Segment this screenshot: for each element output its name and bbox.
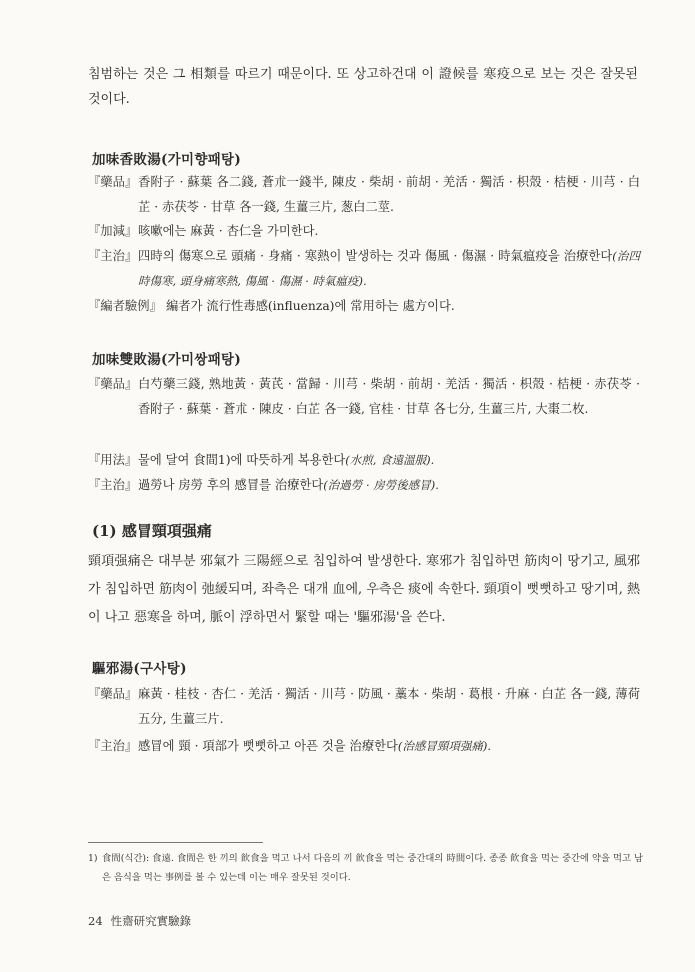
rx2-juchi-tag: 『主治』	[88, 478, 138, 492]
rx1-juchi	[88, 244, 640, 294]
rx2-yakpum-tag: 『藥品』	[88, 377, 138, 391]
rx3-juchi-note: (治感冒頸項强痛).	[397, 739, 492, 753]
rx3-juchi	[88, 734, 640, 759]
rx1-gagam-tag: 『加減』	[88, 224, 138, 238]
page-number: 24	[88, 914, 103, 928]
rx1-pyeonja	[88, 294, 640, 319]
rx1-yakpum	[88, 170, 640, 220]
section-heading: (1) 感冒頸項强痛	[92, 522, 212, 540]
rx3-juchi-tag: 『主治』	[88, 739, 138, 753]
rx1-gagam-text: 咳嗽에는 麻黃 · 杏仁을 가미한다.	[138, 224, 319, 238]
rx2-juchi-text: 過勞나 房勞 후의 感冒를 治療한다	[138, 478, 324, 492]
rx3-yakpum-tag: 『藥品』	[88, 687, 138, 701]
rx1-juchi-tag: 『主治』	[88, 249, 138, 263]
rx2-juchi-note: (治過勞 · 房勞後感冒).	[323, 478, 439, 492]
rx3-yakpum	[88, 682, 640, 732]
footnote-divider	[88, 842, 263, 843]
rx2-yongbeop-tag: 『用法』	[88, 453, 138, 467]
rx2-yongbeop	[88, 448, 640, 473]
rx3-juchi-text: 感冒에 頸 · 項部가 뻣뻣하고 아픈 것을 治療한다	[138, 739, 398, 753]
rx1-gagam	[88, 219, 640, 244]
rx1-juchi-text: 四時의 傷寒으로 頭痛 · 身痛 · 寒熱이 발생하는 것과 傷風 · 傷濕 · 時氣瘟疫을 治療한다	[138, 249, 613, 263]
rx1-yakpum-tag: 『藥品』	[88, 175, 138, 189]
rx1-juchi-note: (治四時傷寒, 頭身痛寒熱, 傷風 · 傷濕 · 時氣瘟疫).	[138, 249, 640, 288]
rx1-yakpum-text: 香附子 · 蘇葉 各二錢, 蒼朮一錢半, 陳皮 · 柴胡 · 前胡 · 羌活 · 獨活 · 枳殼 · 桔梗 · 川芎 · 白芷 · 赤茯苓 · 甘草 各一錢, 生薑三片, 葱白二莖.	[138, 175, 640, 214]
rx2-juchi	[88, 473, 640, 498]
rx2-yakpum	[88, 372, 640, 422]
rx1-title: 加味香敗湯(가미향패탕)	[92, 152, 242, 168]
rx1-pyeonja-tag: 『編者驗例』	[88, 299, 162, 313]
rx2-yakpum-text: 白芍藥三錢, 熟地黃 · 黃芪 · 當歸 · 川芎 · 柴胡 · 前胡 · 羌活 · 獨活 · 枳殼 · 桔梗 · 赤茯苓 · 香附子 · 蘇葉 · 蒼朮 · 陳皮 · 白芷 各一錢, 官桂 · 甘草 各七分, 生薑三片, 大棗二枚.	[138, 377, 640, 416]
footnote-number: 1)	[88, 853, 98, 864]
footnote-text: 食間(식간): 食遠. 食間은 한 끼의 飮食을 먹고 나서 다음의 끼 飮食을 먹는 중간대의 時間이다. 종종 飮食을 먹는 중간에 약을 먹고 남은 음식을 먹는 事例를 볼 수 있는데 이는 매우 잘못된 것이다.	[102, 853, 643, 883]
rx3-title: 驅邪湯(구사탕)	[92, 661, 187, 677]
rx3-yakpum-text: 麻黃 · 桂枝 · 杏仁 · 羌活 · 獨活 · 川芎 · 防風 · 藁本 · 柴胡 · 葛根 · 升麻 · 白芷 各一錢, 薄荷五分, 生薑三片.	[138, 687, 640, 726]
footnote	[88, 849, 643, 887]
rx1-pyeonja-text: 編者가 流行性毒感(influenza)에 常用하는 處方이다.	[166, 299, 455, 313]
book-title: 性齋研究實驗錄	[110, 914, 192, 928]
rx2-title: 加味雙敗湯(가미쌍패탕)	[92, 352, 242, 368]
page-footer	[88, 913, 199, 929]
rx2-yongbeop-text: 물에 달여 食間1)에 따뜻하게 복용한다	[138, 453, 346, 467]
rx2-yongbeop-note: (水煎, 食遠溫服).	[345, 453, 435, 467]
section-paragraph: 頸項强痛은 대부분 邪氣가 三陽經으로 침입하여 발생한다. 寒邪가 침입하면 筋肉이 땅기고, 風邪가 침입하면 筋肉이 弛緩되며, 좌측은 대개 血에, 우측은 痰에 속한다. 頸項이 뻣뻣하고 땅기며, 熱이 나고 惡寒을 하며, 脈이 浮하면서 緊할 때는 '驅邪湯'을 쓴다.	[88, 554, 640, 625]
intro-paragraph: 침범하는 것은 그 相類를 따르기 때문이다. 또 상고하건대 이 證候를 寒疫으로 보는 것은 잘못된 것이다.	[88, 67, 638, 107]
